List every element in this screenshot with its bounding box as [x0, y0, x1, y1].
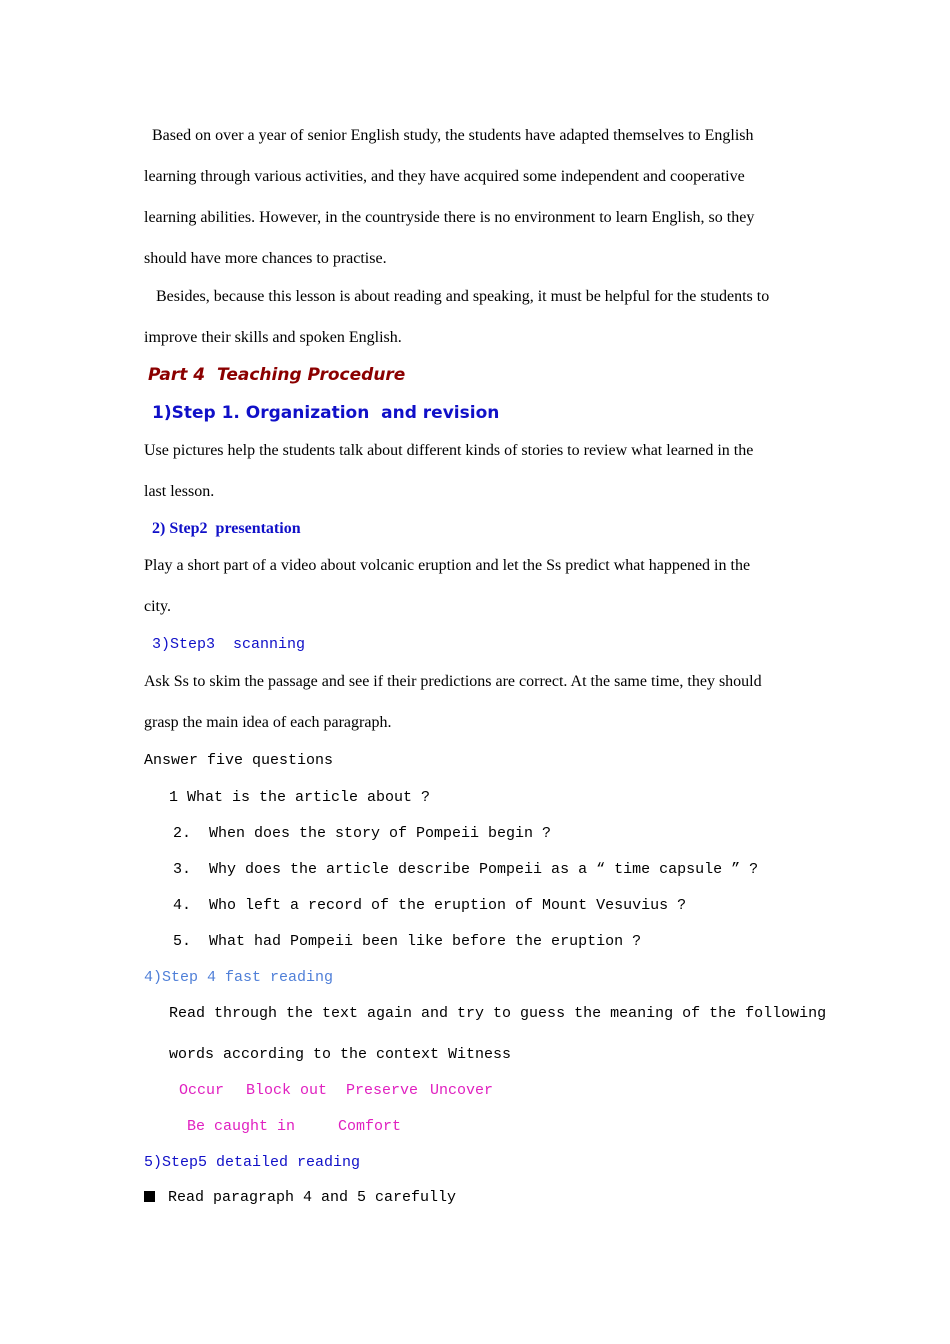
intro-line-4: should have more chances to practise. [144, 250, 387, 267]
vocab-uncover: Uncover [430, 1082, 494, 1099]
step4-text-2: words according to the context Witness [169, 1046, 512, 1063]
step3-heading: 3)Step3 scanning [152, 636, 306, 653]
part4-heading: Part 4 Teaching Procedure [148, 365, 406, 385]
intro-line-5: Besides, because this lesson is about reading and speaking, it must be helpful for the students to [144, 288, 770, 305]
step4-text-1: Read through the text again and try to guess the meaning of the following [169, 1005, 827, 1022]
step3-text-1: Ask Ss to skim the passage and see if their predictions are correct. At the same time, they should [144, 673, 762, 690]
step1-heading: 1)Step 1. Organization and revision [152, 403, 500, 423]
vocab-preserve: Preserve [346, 1082, 419, 1099]
step2-text-1: Play a short part of a video about volcanic eruption and let the Ss predict what happened in the [144, 557, 751, 574]
step4-heading: 4)Step 4 fast reading [144, 969, 334, 986]
step5-bullet-item [144, 1189, 456, 1206]
step3-text-2: grasp the main idea of each paragraph. [144, 714, 392, 731]
square-bullet-icon [144, 1191, 155, 1202]
question-3: 3. Why does the article describe Pompeii as a “ time capsule ” ? [173, 861, 759, 878]
question-5: 5. What had Pompeii been like before the eruption ? [173, 933, 642, 950]
step2-text-2: city. [144, 598, 171, 615]
question-1: 1 What is the article about ? [169, 789, 431, 806]
step2-heading: 2) Step2 presentation [152, 520, 301, 537]
vocab-be-caught-in: Be caught in [187, 1118, 296, 1135]
intro-line-2: learning through various activities, and they have acquired some independent and cooperative [144, 168, 745, 185]
question-4: 4. Who left a record of the eruption of Mount Vesuvius ? [173, 897, 687, 914]
questions-intro: Answer five questions [144, 752, 334, 769]
intro-line-1: Based on over a year of senior English study, the students have adapted themselves to English [144, 127, 754, 144]
vocab-comfort: Comfort [338, 1118, 402, 1135]
step1-text-1: Use pictures help the students talk about different kinds of stories to review what learned in the [144, 442, 754, 459]
vocab-block-out: Block out [246, 1082, 328, 1099]
step1-text-2: last lesson. [144, 483, 215, 500]
question-2: 2. When does the story of Pompeii begin ? [173, 825, 552, 842]
step5-heading: 5)Step5 detailed reading [144, 1154, 361, 1171]
intro-line-3: learning abilities. However, in the countryside there is no environment to learn English, so they [144, 209, 755, 226]
vocab-occur: Occur [179, 1082, 225, 1099]
intro-line-6: improve their skills and spoken English. [144, 329, 402, 346]
step5-bullet-text: Read paragraph 4 and 5 carefully [168, 1189, 457, 1206]
